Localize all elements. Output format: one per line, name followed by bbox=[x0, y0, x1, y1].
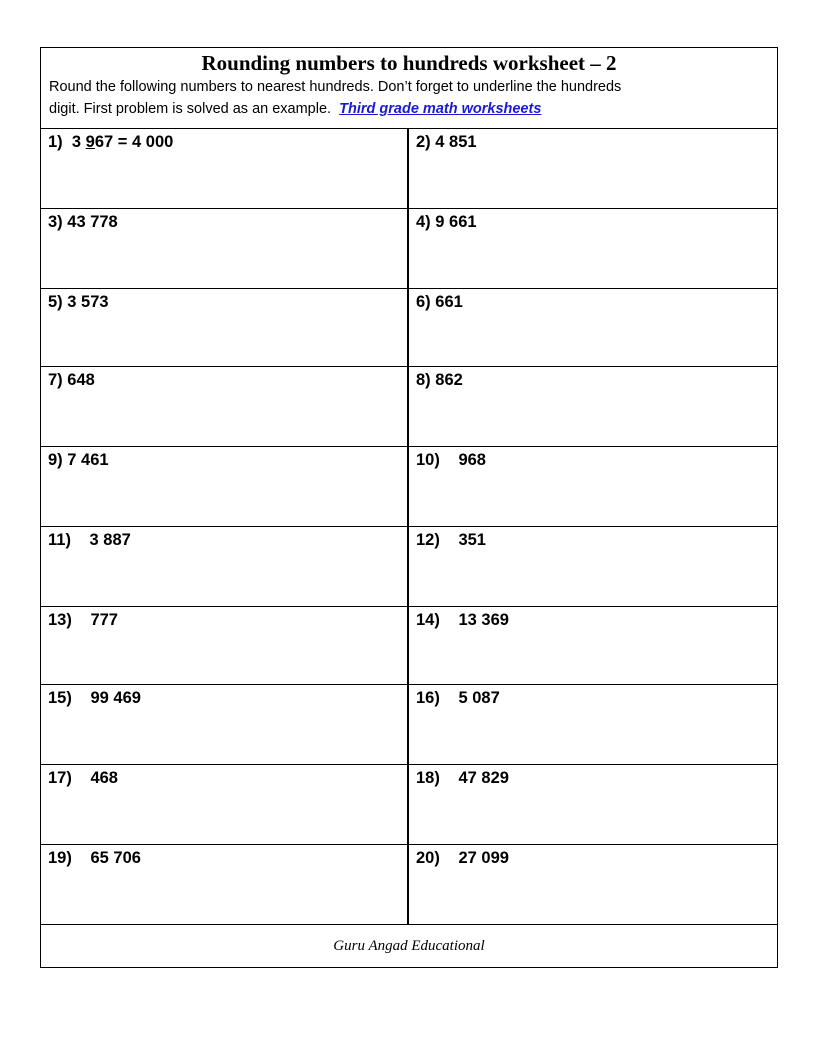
problem-value: 4 851 bbox=[435, 133, 477, 151]
problem-label: 20) bbox=[416, 849, 440, 867]
problem-value: 468 bbox=[90, 769, 118, 787]
worksheet bbox=[40, 47, 778, 968]
problem-label: 13) bbox=[48, 611, 72, 629]
problem-cell-19 bbox=[41, 845, 409, 925]
problem-label: 16) bbox=[416, 689, 440, 707]
example-number bbox=[67, 133, 113, 151]
problem-grid bbox=[41, 129, 777, 925]
problem-label: 9) bbox=[48, 451, 63, 469]
problem-value: 777 bbox=[90, 611, 118, 629]
problem-cell-13 bbox=[41, 607, 409, 685]
problem-cell-16 bbox=[409, 685, 777, 765]
problem-label: 1) bbox=[48, 133, 63, 151]
problem-cell-10 bbox=[409, 447, 777, 527]
problem-value: 47 829 bbox=[458, 769, 509, 787]
example-rest: 67 bbox=[94, 133, 114, 151]
problem-cell-5 bbox=[41, 289, 409, 367]
problem-label: 18) bbox=[416, 769, 440, 787]
problem-value: 7 461 bbox=[67, 451, 109, 469]
worksheets-link[interactable]: Third grade math worksheets bbox=[339, 101, 542, 117]
problem-value: 27 099 bbox=[458, 849, 509, 867]
problem-value: 99 469 bbox=[90, 689, 141, 707]
problem-label: 4) bbox=[416, 213, 431, 231]
problem-cell-4 bbox=[409, 209, 777, 289]
problem-value: 351 bbox=[458, 531, 486, 549]
problem-label: 8) bbox=[416, 371, 431, 389]
problem-value: 661 bbox=[435, 293, 463, 311]
problem-cell-1 bbox=[41, 129, 409, 209]
problem-value: 3 573 bbox=[67, 293, 109, 311]
problem-value: 65 706 bbox=[90, 849, 141, 867]
problem-cell-18 bbox=[409, 765, 777, 845]
problem-label: 7) bbox=[48, 371, 63, 389]
instructions bbox=[49, 76, 769, 120]
worksheet-title: Rounding numbers to hundreds worksheet – 2 bbox=[201, 51, 617, 75]
problem-label: 17) bbox=[48, 769, 72, 787]
problem-cell-12 bbox=[409, 527, 777, 607]
problem-label: 5) bbox=[48, 293, 63, 311]
problem-value: 968 bbox=[458, 451, 486, 469]
problem-value: 43 778 bbox=[67, 213, 118, 231]
problem-cell-6 bbox=[409, 289, 777, 367]
problem-value: 862 bbox=[435, 371, 463, 389]
problem-value: 13 369 bbox=[458, 611, 509, 629]
example-answer: = 4 000 bbox=[117, 133, 174, 151]
problem-cell-11 bbox=[41, 527, 409, 607]
problem-cell-14 bbox=[409, 607, 777, 685]
problem-value: 3 887 bbox=[89, 531, 131, 549]
problem-cell-20 bbox=[409, 845, 777, 925]
problem-cell-15 bbox=[41, 685, 409, 765]
problem-label: 10) bbox=[416, 451, 440, 469]
problem-value: 5 087 bbox=[458, 689, 500, 707]
footer: Guru Angad Educational bbox=[333, 937, 485, 954]
instructions-line-1: Round the following numbers to nearest hundreds. Don’t forget to underline the hundreds bbox=[49, 79, 622, 95]
problem-value: 9 661 bbox=[435, 213, 477, 231]
example-thousands: 3 bbox=[71, 133, 82, 151]
problem-label: 6) bbox=[416, 293, 431, 311]
problem-label: 14) bbox=[416, 611, 440, 629]
problem-label: 2) bbox=[416, 133, 431, 151]
problem-cell-8 bbox=[409, 367, 777, 447]
problem-label: 12) bbox=[416, 531, 440, 549]
problem-cell-9 bbox=[41, 447, 409, 527]
problem-cell-7 bbox=[41, 367, 409, 447]
problem-cell-17 bbox=[41, 765, 409, 845]
problem-value: 648 bbox=[67, 371, 95, 389]
problem-cell-3 bbox=[41, 209, 409, 289]
instructions-line-2 bbox=[49, 98, 769, 120]
hundreds-digit-underlined: 9 bbox=[85, 133, 95, 151]
problem-label: 19) bbox=[48, 849, 72, 867]
problem-label: 11) bbox=[48, 531, 71, 549]
instructions-line-2-text: digit. First problem is solved as an example. bbox=[49, 101, 332, 117]
problem-label: 15) bbox=[48, 689, 72, 707]
problem-label: 3) bbox=[48, 213, 63, 231]
problem-cell-2 bbox=[409, 129, 777, 209]
worksheet-header bbox=[41, 48, 777, 129]
